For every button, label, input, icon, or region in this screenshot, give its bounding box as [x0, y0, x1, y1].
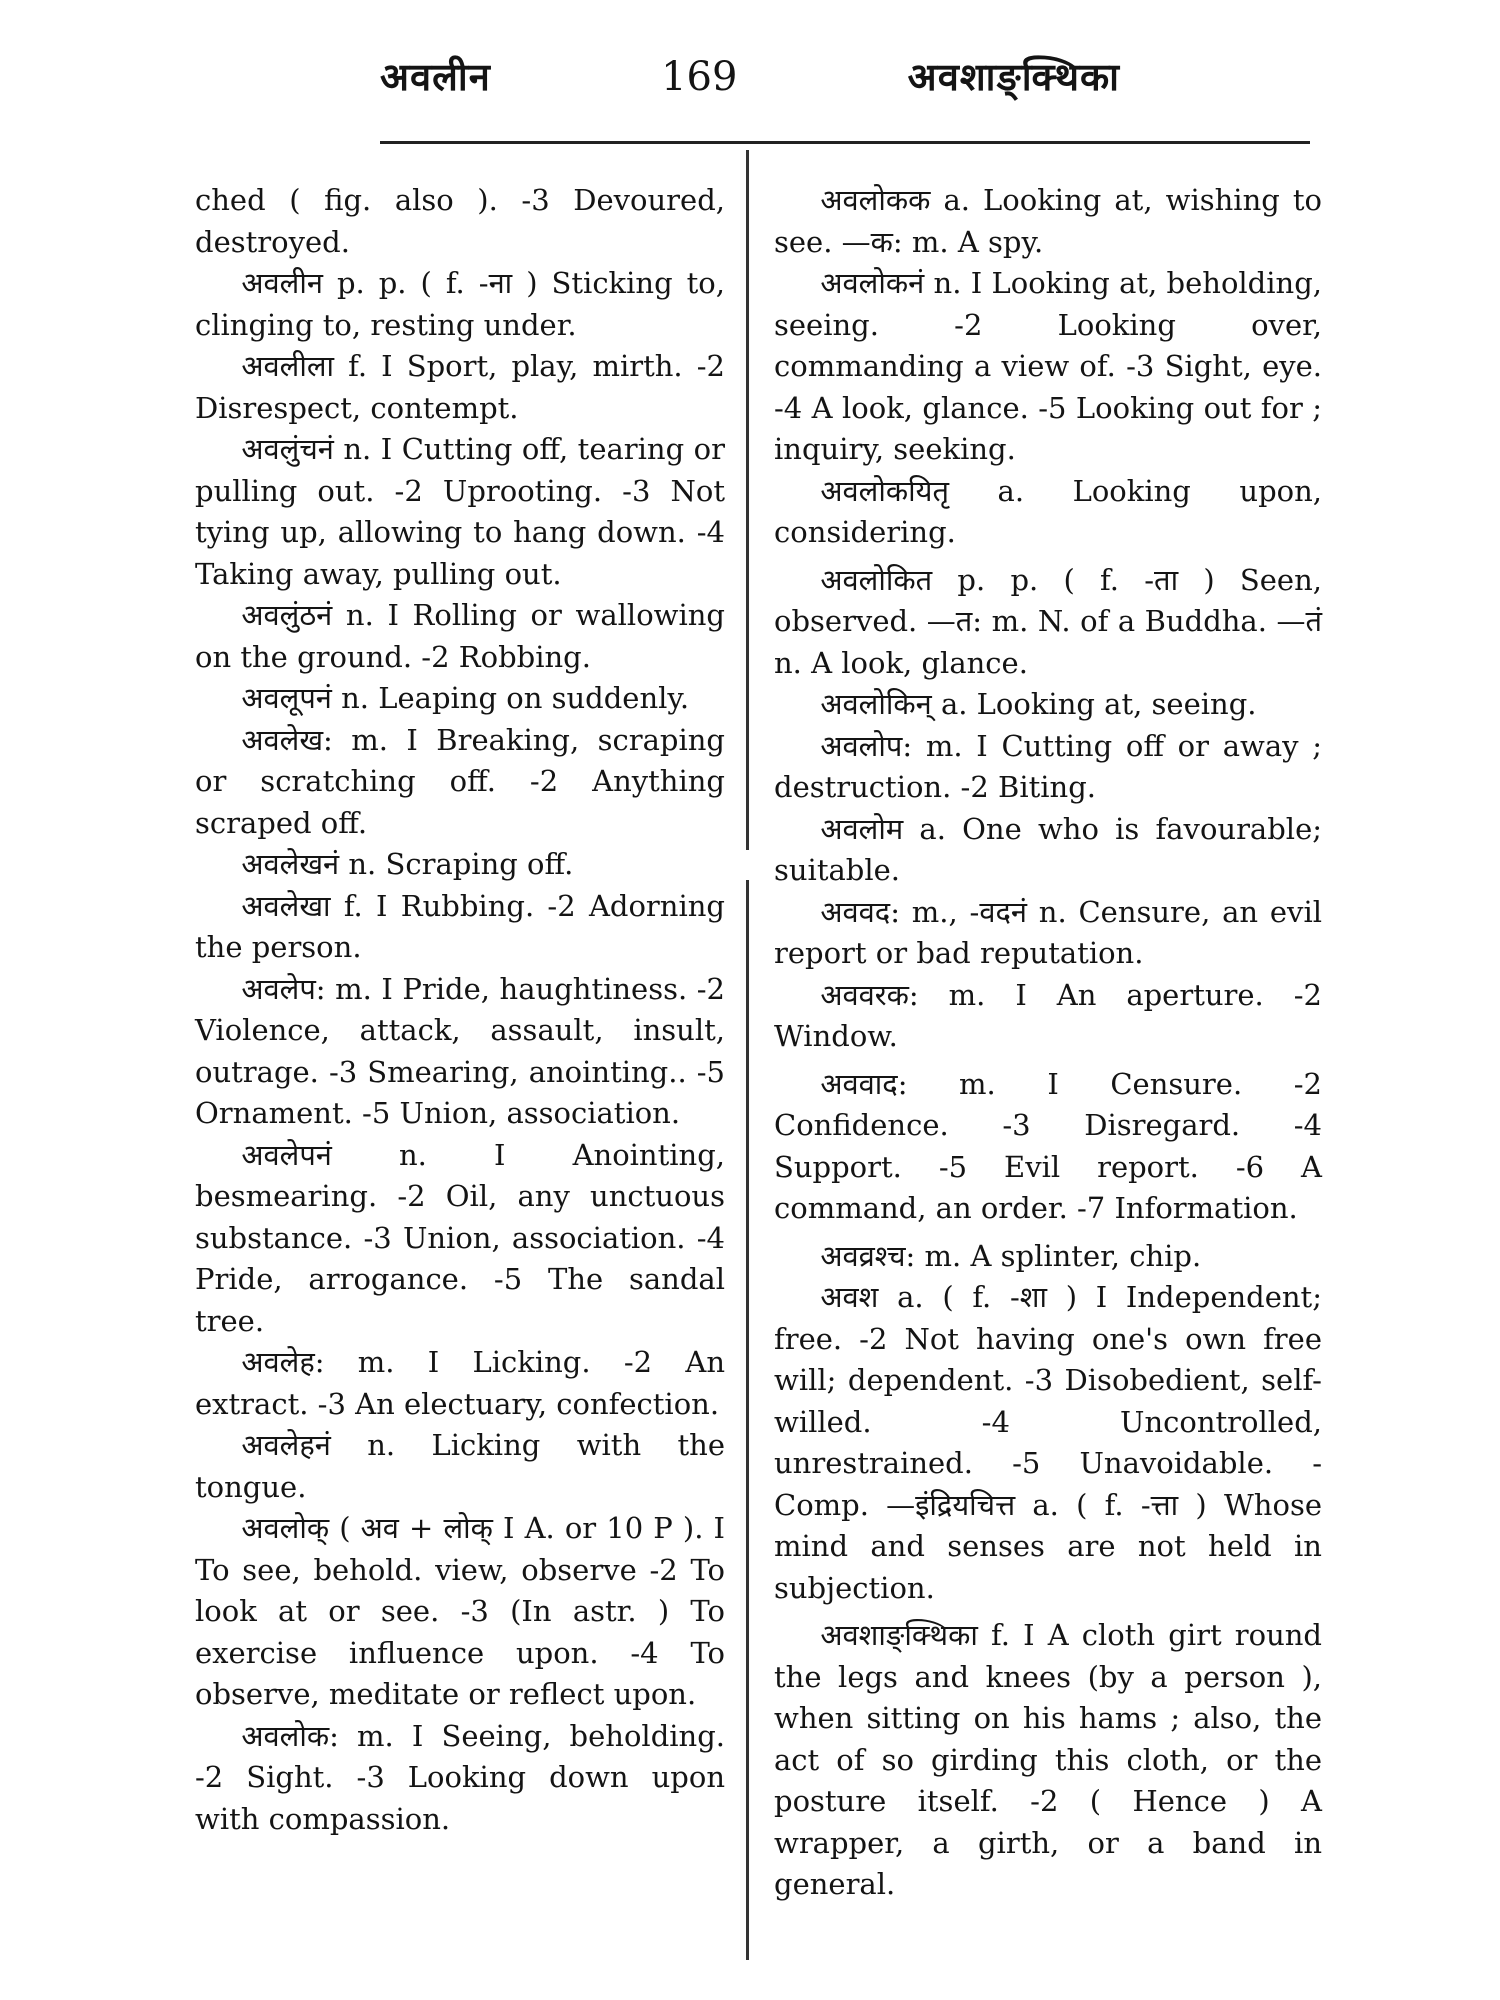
- dictionary-entry: अवलोप: m. I Cutting off or away ; destruction. -2 Biting.: [774, 728, 1322, 804]
- column-divider-lower: [746, 880, 749, 1960]
- dictionary-entry: अवलूपनं n. Leaping on suddenly.: [241, 681, 690, 715]
- dictionary-entry: ched ( fig. also ). -3 Devoured, destroyed.: [195, 183, 725, 259]
- dictionary-entry: अवलेह: m. I Licking. -2 An extract. -3 An electuary, confection.: [195, 1345, 725, 1421]
- dictionary-entry: अवश a. ( f. -शा ) I Independent; free. -2 Not having one's own free will; dependent. -3 Disobedient, self-willed. -4 Uncontrolled, unrestrained. -5 Unavoidable. -Comp. —इंद्रियचित्त a. ( f. -त्ता ) Whose mind and senses are not held in subjection.: [774, 1280, 1322, 1605]
- running-header: [380, 50, 1120, 120]
- dictionary-entry: अवलुंचनं n. I Cutting off, tearing or pulling out. -2 Uprooting. -3 Not tying up, allowing to hang down. -4 Taking away, pulling out.: [195, 432, 725, 591]
- column-divider-upper: [746, 150, 749, 850]
- dictionary-entry: अवलुंठनं n. I Rolling or wallowing on the ground. -2 Robbing.: [195, 598, 725, 674]
- dictionary-entry: अवलेहनं n. Licking with the tongue.: [195, 1428, 725, 1504]
- dictionary-entry: अवलेखा f. I Rubbing. -2 Adorning the person.: [195, 888, 725, 964]
- dictionary-entry: अवलेप: m. I Pride, haughtiness. -2 Violence, attack, assault, insult, outrage. -3 Smearing, anointing.. -5 Ornament. -5 Union, association.: [195, 971, 725, 1130]
- header-rule: [380, 141, 1310, 144]
- left-guide-word: अवलीन: [380, 54, 491, 99]
- dictionary-entry: अवलोकक a. Looking at, wishing to see. —क: m. A spy.: [774, 183, 1322, 259]
- dictionary-entry: अवलेखनं n. Scraping off.: [241, 847, 574, 881]
- dictionary-entry: अवलोक: m. I Seeing, beholding. -2 Sight. -3 Looking down upon with compassion.: [195, 1718, 725, 1836]
- dictionary-entry: अवलीला f. I Sport, play, mirth. -2 Disrespect, contempt.: [195, 349, 725, 425]
- dictionary-entry: अवलोकयितृ a. Looking upon, considering.: [774, 473, 1322, 549]
- dictionary-entry: अवलेख: m. I Breaking, scraping or scratching off. -2 Anything scraped off.: [195, 722, 725, 840]
- dictionary-entry: अवलोकित p. p. ( f. -ता ) Seen, observed. —त: m. N. of a Buddha. —तं n. A look, glance.: [774, 562, 1322, 680]
- dictionary-entry: अवव्रश्च: m. A splinter, chip.: [820, 1238, 1202, 1273]
- dictionary-entry: अवलीन p. p. ( f. -ना ) Sticking to, clinging to, resting under.: [195, 266, 725, 342]
- dictionary-entry: अवलोक् ( अव + लोक् I A. or 10 P ). I To see, behold. view, observe -2 To look at or see. -3 (In astr. ) To exercise influence upon. -4 To observe, meditate or reflect upon.: [195, 1511, 725, 1711]
- dictionary-entry: अवलोम a. One who is favourable; suitable.: [774, 811, 1322, 887]
- dictionary-entry: अवलोकनं n. I Looking at, beholding, seeing. -2 Looking over, commanding a view of. -3 Sight, eye. -4 A look, glance. -5 Looking out for ; inquiry, seeking.: [774, 266, 1322, 466]
- dictionary-entry: अववरक: m. I An aperture. -2 Window.: [774, 977, 1322, 1053]
- left-column: [195, 180, 725, 1840]
- dictionary-entry: अवलोकिन् a. Looking at, seeing.: [820, 687, 1257, 721]
- dictionary-entry: अवलेपनं n. I Anointing, besmearing. -2 Oil, any unctuous substance. -3 Union, association. -4 Pride, arrogance. -5 The sandal tree.: [195, 1137, 725, 1338]
- right-column: [774, 180, 1322, 1906]
- dictionary-entry: अववद: m., -वदनं n. Censure, an evil report or bad reputation.: [774, 894, 1322, 970]
- right-guide-word: अवशाङ्क्थिका: [907, 54, 1120, 99]
- dictionary-entry: अवशाङ्क्थिका f. I A cloth girt round the legs and knees (by a person ), when sitting on his hams ; also, the act of so girding this cloth, or the posture itself. -2 ( Hence ) A wrapper, a girth, or a band in general.: [774, 1618, 1322, 1901]
- page-number: 169: [661, 54, 738, 100]
- dictionary-entry: अववाद: m. I Censure. -2 Confidence. -3 Disregard. -4 Support. -5 Evil report. -6 A command, an order. -7 Information.: [774, 1066, 1322, 1225]
